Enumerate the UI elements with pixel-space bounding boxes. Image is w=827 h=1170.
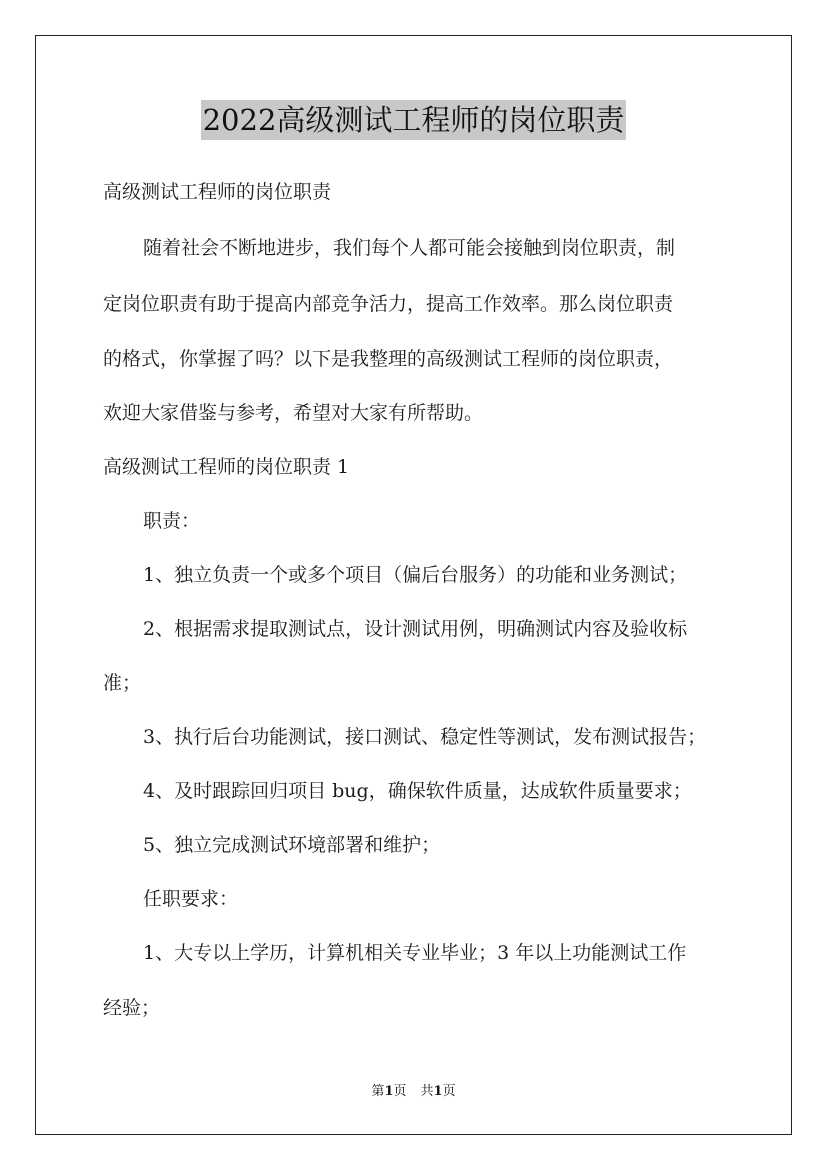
duty-item-3: 3、执行后台功能测试，接口测试、稳定性等测试，发布测试报告； (143, 726, 707, 748)
footer-total-number: 1 (433, 1084, 443, 1099)
duty-item-1: 1、独立负责一个或多个项目（偏后台服务）的功能和业务测试； (143, 564, 688, 586)
duties-label: 职责： (143, 510, 201, 532)
intro-line-4: 欢迎大家借鉴与参考，希望对大家有所帮助。 (103, 402, 484, 424)
requirement-item-1-cont: 经验； (103, 997, 161, 1019)
footer-total-suffix: 页 (442, 1084, 456, 1099)
footer-total-prefix: 共 (420, 1084, 434, 1099)
section-heading: 高级测试工程师的岗位职责 1 (103, 456, 350, 478)
footer-page-number: 1 (384, 1084, 394, 1099)
duty-item-4: 4、及时跟踪回归项目 bug，确保软件质量，达成软件质量要求； (143, 780, 692, 802)
title-container (0, 100, 827, 140)
footer-page-prefix: 第 (371, 1084, 385, 1099)
duty-item-2-cont: 准； (103, 672, 142, 694)
page-footer (0, 1083, 827, 1101)
requirements-label: 任职要求： (143, 888, 239, 910)
intro-line-3: 的格式，你掌握了吗？以下是我整理的高级测试工程师的岗位职责， (103, 348, 674, 370)
intro-line-2: 定岗位职责有助于提高内部竞争活力，提高工作效率。那么岗位职责 (103, 293, 674, 315)
duty-item-2: 2、根据需求提取测试点，设计测试用例，明确测试内容及验收标 (143, 618, 688, 640)
footer-page-suffix: 页 (393, 1084, 407, 1099)
document-title: 2022高级测试工程师的岗位职责 (201, 100, 627, 140)
intro-line-1: 随着社会不断地进步，我们每个人都可能会接触到岗位职责，制 (143, 237, 676, 259)
duty-item-5: 5、独立完成测试环境部署和维护； (143, 834, 441, 856)
requirement-item-1: 1、大专以上学历，计算机相关专业毕业；3 年以上功能测试工作 (143, 942, 687, 964)
subtitle: 高级测试工程师的岗位职责 (103, 181, 332, 203)
